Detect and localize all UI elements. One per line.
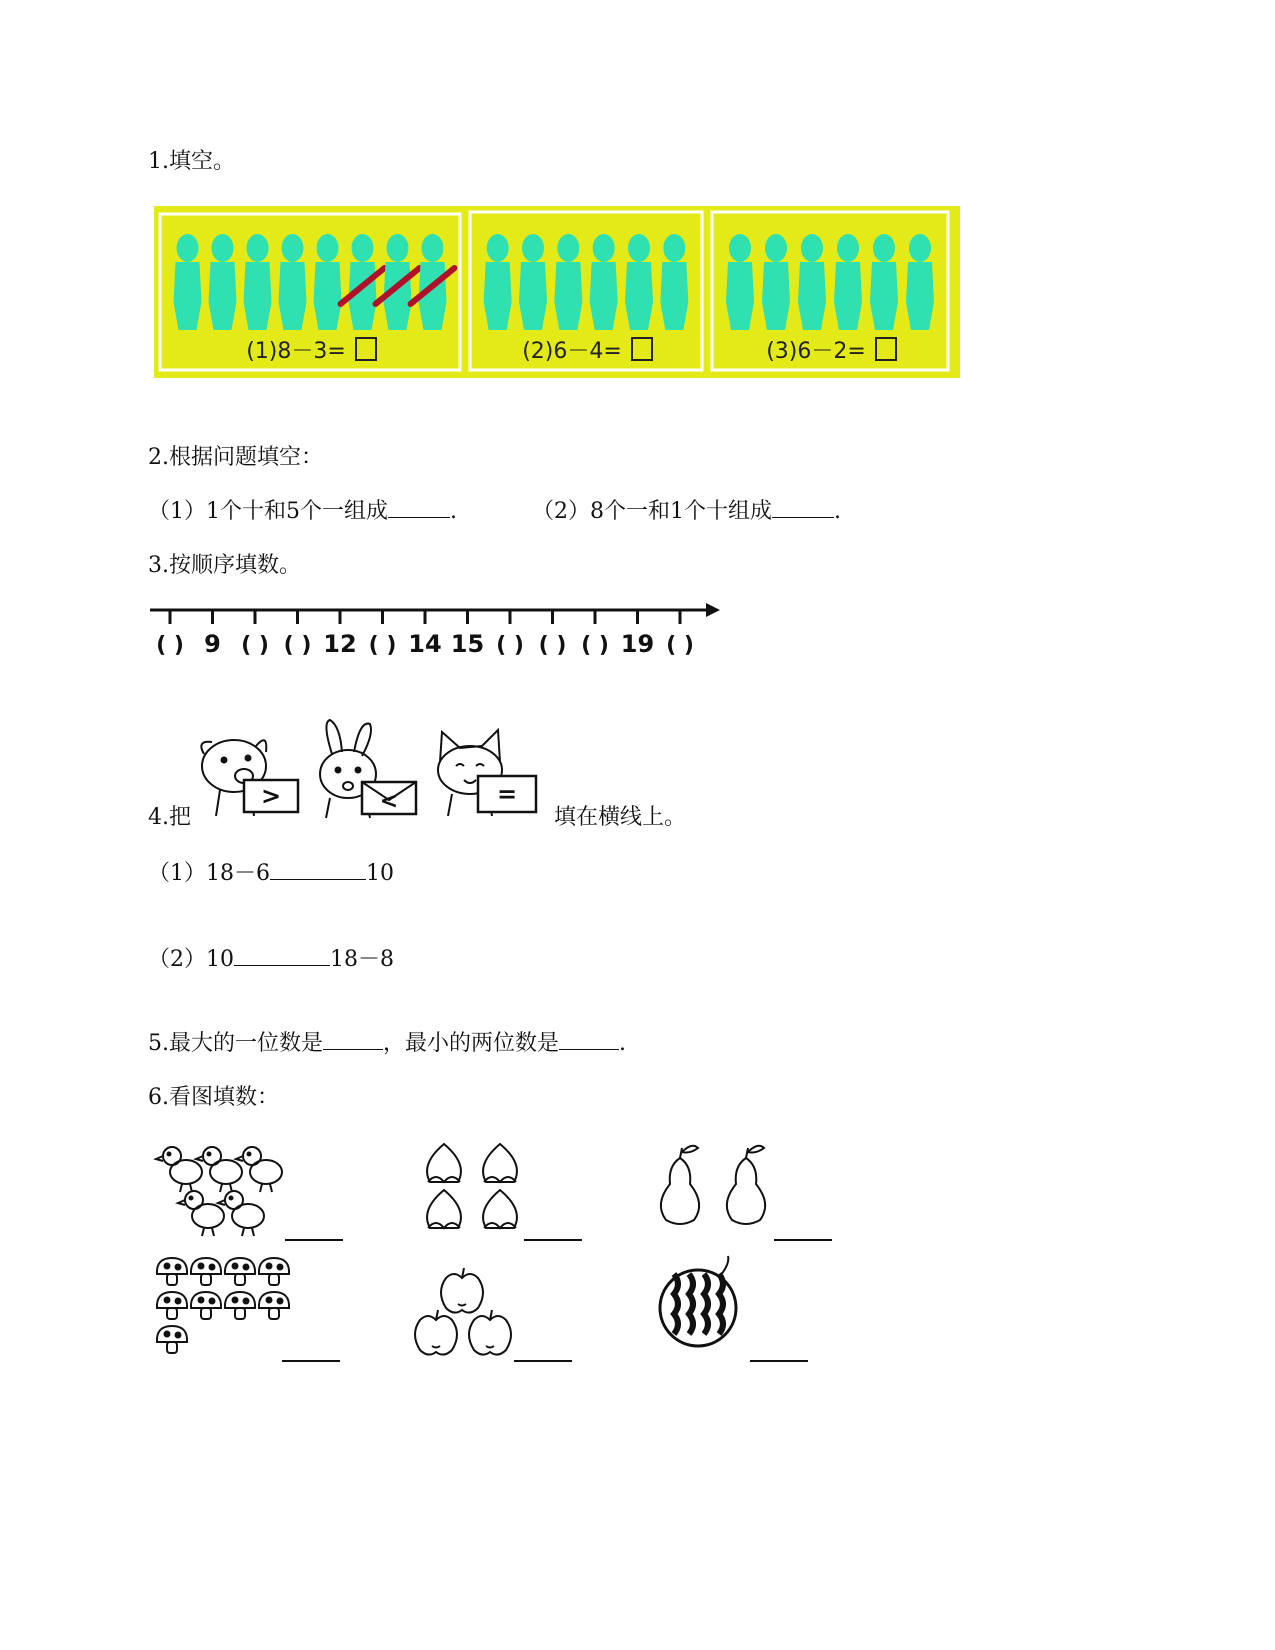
person-figure-icon — [762, 234, 790, 330]
number-blank[interactable]: ( ) — [368, 633, 397, 658]
number-blank[interactable]: ( ) — [283, 633, 312, 658]
number-label: 12 — [323, 630, 357, 658]
number-label: 19 — [620, 630, 655, 658]
picture-counting-grid — [150, 1128, 850, 1380]
arrow-right-icon — [706, 603, 720, 617]
person-figure-icon — [419, 234, 447, 330]
mushroom-icon — [157, 1258, 187, 1285]
person-figure-icon — [625, 234, 653, 330]
chick-icon — [236, 1147, 282, 1192]
watermelon-icon — [660, 1256, 736, 1346]
person-figure-icon — [590, 234, 618, 330]
q2-part1-text: （1）1个十和5个一组成 — [148, 499, 388, 524]
q1-expression: (2)6－4= — [522, 339, 622, 364]
q1-figure-strip — [154, 206, 960, 378]
number-blank[interactable]: ( ) — [666, 633, 694, 658]
q4-suffix: 填在横线上。 — [554, 805, 687, 830]
chick-icon — [218, 1191, 264, 1236]
q4-line1: （1）18－6 10 — [148, 861, 394, 886]
mushroom-icon — [225, 1258, 255, 1285]
apple-icon — [441, 1268, 483, 1313]
person-figure-icon — [798, 234, 826, 330]
q2-title: 2.根据问题填空： — [148, 445, 323, 470]
q2-part1: （1）1个十和5个一组成 . — [148, 499, 457, 524]
person-figure-icon — [519, 234, 547, 330]
q1-expression: (1)8－3= — [246, 339, 346, 364]
svg-text:>: > — [260, 782, 282, 810]
person-figure-icon — [174, 234, 202, 330]
peach-icon — [483, 1190, 517, 1228]
number-blank[interactable]: ( ) — [156, 633, 184, 658]
q4-prefix: 4.把 — [148, 805, 191, 830]
q5-blank-1[interactable] — [323, 1049, 383, 1050]
q3-title: 3.按顺序填数。 — [148, 553, 301, 578]
chick-icon — [156, 1147, 202, 1192]
person-figure-icon — [279, 234, 307, 330]
q2-part2-text: （2）8个一和1个十组成 — [532, 499, 772, 524]
person-figure-icon — [834, 234, 862, 330]
mushroom-icon — [225, 1292, 255, 1319]
person-figure-icon — [660, 234, 688, 330]
peach-icon — [427, 1190, 461, 1228]
number-blank[interactable]: ( ) — [496, 633, 524, 658]
mushroom-icon — [259, 1258, 289, 1285]
q5-blank-2[interactable] — [559, 1049, 619, 1050]
person-figure-icon — [906, 234, 934, 330]
person-figure-icon — [870, 234, 898, 330]
person-figure-icon — [726, 234, 754, 330]
chick-icon — [196, 1147, 242, 1192]
person-figure-icon — [554, 234, 582, 330]
person-figure-icon — [484, 234, 512, 330]
peach-icon — [427, 1144, 461, 1182]
number-line — [150, 598, 730, 668]
mushroom-icon — [157, 1326, 187, 1353]
q4-line1-blank[interactable] — [270, 879, 366, 880]
mushroom-icon — [259, 1292, 289, 1319]
person-figure-icon — [314, 234, 342, 330]
svg-text:<: < — [379, 789, 399, 814]
q4-line2: （2）10 18－8 — [148, 947, 394, 972]
number-blank[interactable]: ( ) — [538, 633, 567, 658]
q6-title: 6.看图填数： — [148, 1085, 279, 1110]
q2-part2: （2）8个一和1个十组成 . — [532, 499, 841, 524]
person-figure-icon — [209, 234, 237, 330]
number-label: 15 — [450, 630, 485, 658]
number-label: 14 — [408, 630, 442, 658]
chick-icon — [178, 1191, 224, 1236]
q2-part2-blank[interactable] — [772, 517, 834, 518]
apple-icon — [415, 1310, 457, 1355]
number-blank[interactable]: ( ) — [581, 633, 609, 658]
animals-with-symbol-cards — [190, 718, 552, 822]
mushroom-icon — [157, 1292, 187, 1319]
greater-card — [244, 780, 298, 812]
pear-icon — [727, 1146, 765, 1224]
svg-text:=: = — [496, 780, 518, 808]
person-figure-icon — [244, 234, 272, 330]
mushroom-icon — [191, 1258, 221, 1285]
person-figure-icon — [384, 234, 412, 330]
equal-card — [478, 776, 536, 812]
person-figure-icon — [349, 234, 377, 330]
mushroom-icon — [191, 1292, 221, 1319]
apple-icon — [469, 1310, 511, 1355]
q1-expression: (3)6－2= — [766, 339, 866, 364]
q5-line: 5.最大的一位数是 ，最小的两位数是 . — [148, 1031, 627, 1056]
q2-part1-blank[interactable] — [388, 517, 450, 518]
q4-line2-blank[interactable] — [234, 965, 330, 966]
q1-title: 1.填空。 — [148, 149, 235, 174]
number-label: 9 — [204, 630, 221, 658]
pear-icon — [661, 1146, 699, 1224]
number-blank[interactable]: ( ) — [241, 633, 269, 658]
peach-icon — [483, 1144, 517, 1182]
less-card — [362, 782, 416, 814]
